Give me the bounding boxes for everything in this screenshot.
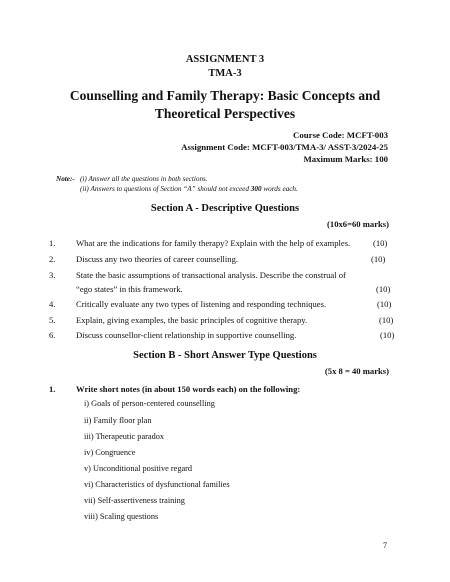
assignment-heading: ASSIGNMENT 3 xyxy=(185,54,265,65)
document-title-line-1: Counselling and Family Therapy: Basic Concepts and xyxy=(69,88,381,103)
question-text: State the basic assumptions of transactional analysis. Describe the construal of xyxy=(76,270,346,280)
section-b-title: Section B - Short Answer Type Questions xyxy=(133,350,317,361)
question-text: What are the indications for family therapy? Explain with the help of examples. xyxy=(76,238,351,248)
section-b-marks: (5x 8 = 40 marks) xyxy=(324,366,389,376)
question-marks: (10) xyxy=(371,254,386,264)
short-note-item: v) Unconditional positive regard xyxy=(84,464,193,473)
question-number: 2. xyxy=(49,254,56,264)
short-note-item: iii) Therapeutic paradox xyxy=(84,432,165,441)
assignment-code: Assignment Code: MCFT-003/TMA-3/ ASST-3/2024-25 xyxy=(181,142,388,152)
question-marks: (10) xyxy=(379,315,394,325)
maximum-marks: Maximum Marks: 100 xyxy=(303,154,388,164)
short-note-item: vii) Self-assertiveness training xyxy=(84,496,185,505)
note-line-2: (ii) Answers to questions of Section “A” should not exceed 300 words each. xyxy=(80,185,298,193)
document-title-line-2: Theoretical Perspectives xyxy=(154,106,296,121)
short-note-item: iv) Congruence xyxy=(84,448,136,457)
question-text: Discuss any two theories of career counselling. xyxy=(76,254,239,264)
question-number: 3. xyxy=(49,270,56,280)
question-text: Critically evaluate any two types of listening and responding techniques. xyxy=(76,299,327,309)
short-note-item: vi) Characteristics of dysfunctional families xyxy=(84,480,230,489)
question-marks: (10) xyxy=(377,299,392,309)
short-note-item: viii) Scaling questions xyxy=(84,512,159,521)
question-number: 1. xyxy=(49,384,56,394)
question-number: 5. xyxy=(49,315,56,325)
question-text: Explain, giving examples, the basic principles of cognitive therapy. xyxy=(76,315,308,325)
note-line-1: (i) Answer all the questions in both sections. xyxy=(80,175,208,183)
page-number: 7 xyxy=(383,541,387,550)
question-number: 6. xyxy=(49,330,56,340)
question-text-continued: “ego states” in this framework. xyxy=(76,284,183,294)
question-marks: (10) xyxy=(373,238,388,248)
short-note-item: i) Goals of person-centered counselling xyxy=(84,399,215,408)
question-text: Write short notes (in about 150 words each) on the following: xyxy=(76,384,301,394)
question-number: 4. xyxy=(49,299,56,309)
question-number: 1. xyxy=(49,238,56,248)
question-text: Discuss counsellor-client relationship in supportive counselling. xyxy=(76,330,297,340)
question-marks: (10) xyxy=(380,330,395,340)
question-marks: (10) xyxy=(376,284,391,294)
section-a-marks: (10x6=60 marks) xyxy=(327,219,389,229)
tma-heading: TMA-3 xyxy=(208,68,242,79)
note-label: Note:- xyxy=(56,175,75,183)
section-a-title: Section A - Descriptive Questions xyxy=(150,203,300,214)
short-note-item: ii) Family floor plan xyxy=(84,416,152,425)
course-code: Course Code: MCFT-003 xyxy=(293,130,388,140)
